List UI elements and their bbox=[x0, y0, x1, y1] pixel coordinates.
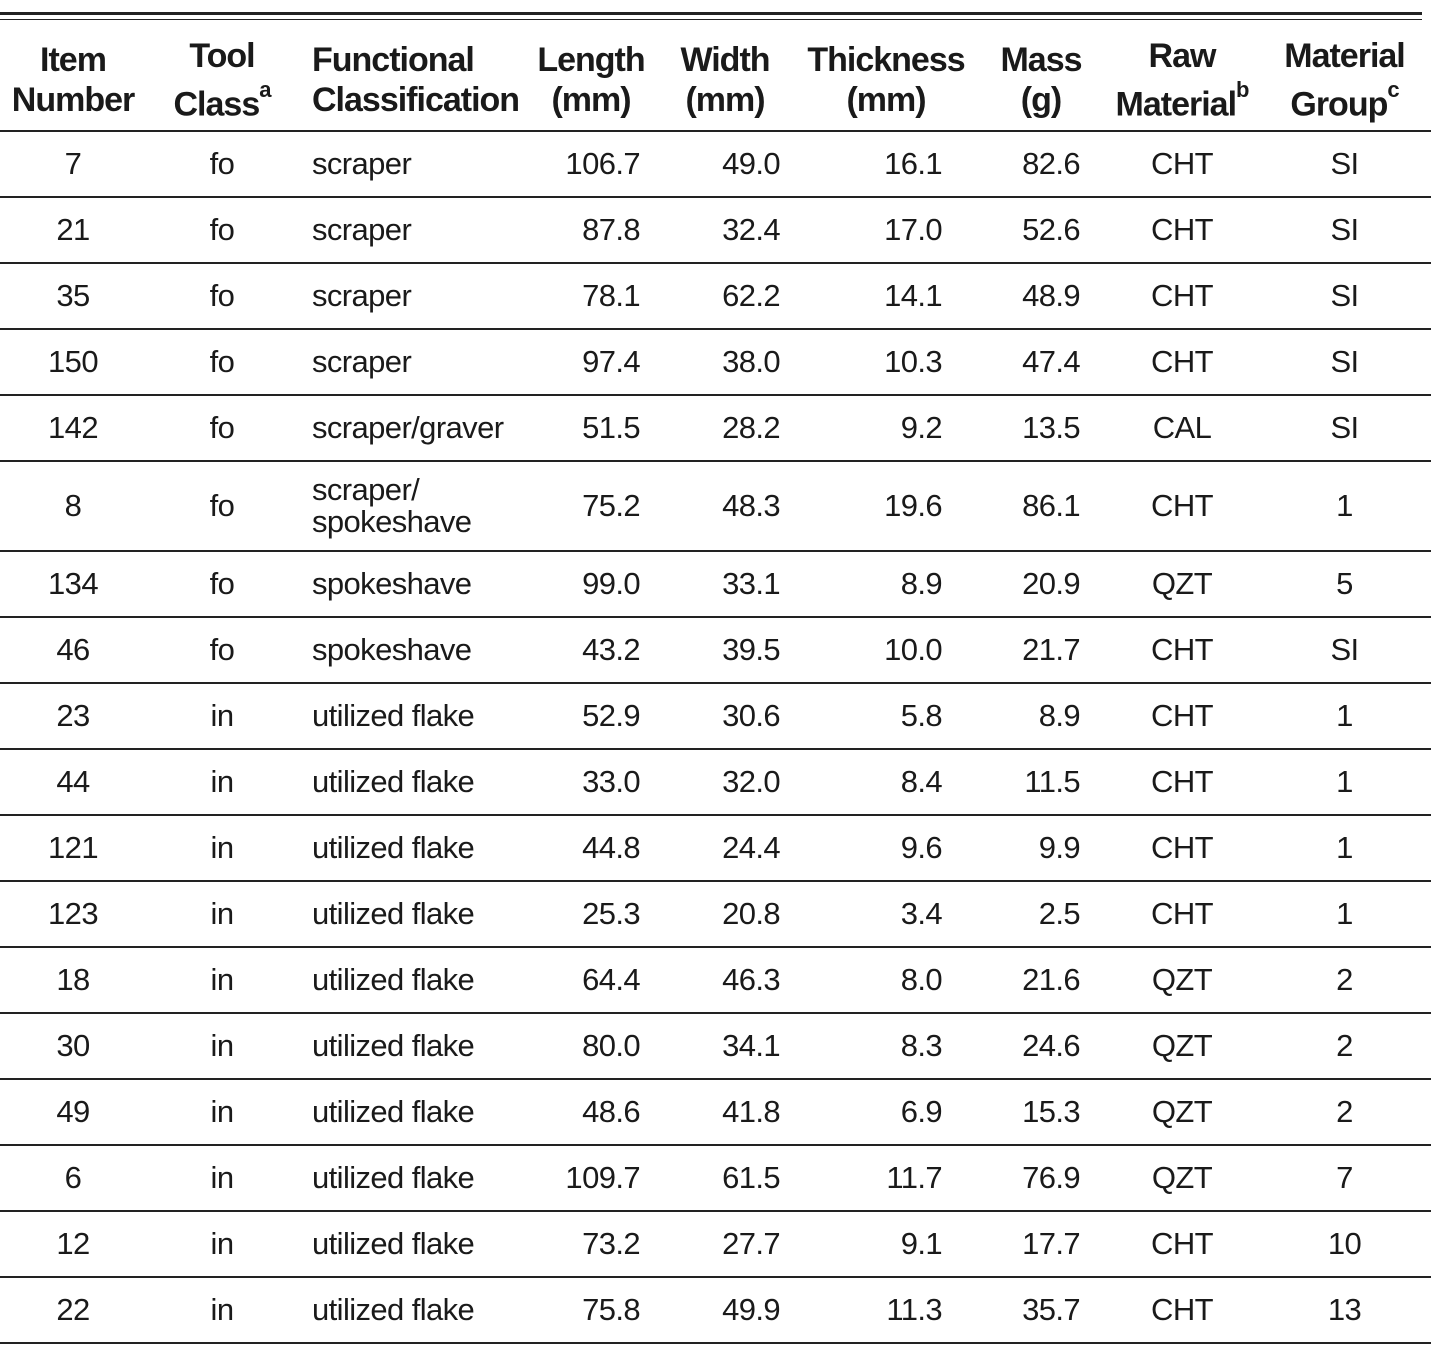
thickness-cell: 11.7 bbox=[796, 1145, 976, 1211]
raw-material-cell: CHT bbox=[1106, 263, 1258, 329]
thickness-cell: 5.8 bbox=[796, 683, 976, 749]
item-number-cell: 44 bbox=[0, 749, 146, 815]
raw-material-cell: QZT bbox=[1106, 1145, 1258, 1211]
item-number-cell: 121 bbox=[0, 815, 146, 881]
tool-class-cell: fo bbox=[146, 551, 298, 617]
tool-class-cell: fo bbox=[146, 617, 298, 683]
header-line: Item bbox=[40, 41, 106, 79]
mass-cell: 13.5 bbox=[976, 395, 1106, 461]
raw-material-cell: CHT bbox=[1106, 881, 1258, 947]
width-cell: 48.3 bbox=[654, 461, 796, 551]
functional-classification-cell: utilized flake bbox=[298, 683, 528, 749]
raw-material-cell: CHT bbox=[1106, 683, 1258, 749]
header-line bbox=[1258, 76, 1431, 124]
functional-classification-cell: scraper/ spokeshave bbox=[298, 461, 528, 551]
raw-material-cell: QZT bbox=[1106, 1079, 1258, 1145]
mass-cell: 15.3 bbox=[976, 1079, 1106, 1145]
header-line: Raw bbox=[1148, 36, 1216, 75]
mass-cell: 86.1 bbox=[976, 461, 1106, 551]
item-number-cell: 49 bbox=[0, 1079, 146, 1145]
thickness-cell: 17.0 bbox=[796, 197, 976, 263]
item-number-cell: 142 bbox=[0, 395, 146, 461]
raw-material-cell: CHT bbox=[1106, 131, 1258, 197]
functional-classification-cell: scraper bbox=[298, 329, 528, 395]
table-row bbox=[0, 1211, 1431, 1277]
header-line: Material bbox=[1284, 36, 1405, 75]
mass-cell: 9.9 bbox=[976, 815, 1106, 881]
width-cell: 20.8 bbox=[654, 881, 796, 947]
item-number-cell: 35 bbox=[0, 263, 146, 329]
functional-classification-cell: scraper bbox=[298, 263, 528, 329]
thickness-cell: 14.1 bbox=[796, 263, 976, 329]
tool-class-cell: fo bbox=[146, 131, 298, 197]
raw-material-cell: CHT bbox=[1106, 1277, 1258, 1343]
raw-material-cell: CAL bbox=[1106, 395, 1258, 461]
header-line: Mass bbox=[1000, 41, 1082, 79]
raw-material-cell: QZT bbox=[1106, 947, 1258, 1013]
header-line: Tool bbox=[189, 36, 255, 75]
header-row bbox=[0, 30, 1431, 131]
header-line bbox=[0, 80, 146, 120]
header-line bbox=[528, 80, 654, 120]
item-number-cell: 12 bbox=[0, 1211, 146, 1277]
material-group-cell: SI bbox=[1258, 617, 1431, 683]
header-text: Number bbox=[11, 81, 135, 119]
header-tool-class bbox=[146, 30, 298, 131]
thickness-cell: 8.4 bbox=[796, 749, 976, 815]
width-cell: 39.5 bbox=[654, 617, 796, 683]
table-body bbox=[0, 131, 1431, 1343]
tool-class-cell: in bbox=[146, 1013, 298, 1079]
tool-class-cell: fo bbox=[146, 461, 298, 551]
header-functional-classification bbox=[298, 30, 528, 131]
raw-material-cell: QZT bbox=[1106, 551, 1258, 617]
item-number-cell: 18 bbox=[0, 947, 146, 1013]
table-row bbox=[0, 1277, 1431, 1343]
thickness-cell: 3.4 bbox=[796, 881, 976, 947]
item-number-cell: 134 bbox=[0, 551, 146, 617]
table-row bbox=[0, 1013, 1431, 1079]
mass-cell: 35.7 bbox=[976, 1277, 1106, 1343]
width-cell: 34.1 bbox=[654, 1013, 796, 1079]
tool-class-cell: in bbox=[146, 1277, 298, 1343]
header-length bbox=[528, 30, 654, 131]
thickness-cell: 6.9 bbox=[796, 1079, 976, 1145]
table-row bbox=[0, 263, 1431, 329]
item-number-cell: 7 bbox=[0, 131, 146, 197]
length-cell: 52.9 bbox=[528, 683, 654, 749]
item-number-cell: 8 bbox=[0, 461, 146, 551]
length-cell: 33.0 bbox=[528, 749, 654, 815]
tool-class-cell: in bbox=[146, 947, 298, 1013]
item-number-cell: 6 bbox=[0, 1145, 146, 1211]
item-number-cell: 21 bbox=[0, 197, 146, 263]
table-row bbox=[0, 815, 1431, 881]
item-number-cell: 23 bbox=[0, 683, 146, 749]
tool-class-cell: in bbox=[146, 881, 298, 947]
width-cell: 27.7 bbox=[654, 1211, 796, 1277]
table-row bbox=[0, 131, 1431, 197]
thickness-cell: 9.1 bbox=[796, 1211, 976, 1277]
functional-classification-cell: utilized flake bbox=[298, 1211, 528, 1277]
raw-material-cell: CHT bbox=[1106, 617, 1258, 683]
width-cell: 30.6 bbox=[654, 683, 796, 749]
table-row bbox=[0, 395, 1431, 461]
header-line: Functional bbox=[312, 41, 474, 79]
mass-cell: 82.6 bbox=[976, 131, 1106, 197]
footnote-marker: b bbox=[1236, 76, 1249, 102]
tool-class-cell: in bbox=[146, 1079, 298, 1145]
header-line bbox=[796, 80, 976, 120]
functional-classification-cell: spokeshave bbox=[298, 617, 528, 683]
width-cell: 33.1 bbox=[654, 551, 796, 617]
thickness-cell: 8.3 bbox=[796, 1013, 976, 1079]
header-material-group bbox=[1258, 30, 1431, 131]
header-text: (mm) bbox=[551, 81, 631, 119]
header-text: Classification bbox=[312, 81, 520, 119]
length-cell: 48.6 bbox=[528, 1079, 654, 1145]
length-cell: 97.4 bbox=[528, 329, 654, 395]
footnote-marker: c bbox=[1387, 76, 1399, 102]
material-group-cell: 1 bbox=[1258, 461, 1431, 551]
length-cell: 99.0 bbox=[528, 551, 654, 617]
mass-cell: 17.7 bbox=[976, 1211, 1106, 1277]
thickness-cell: 16.1 bbox=[796, 131, 976, 197]
header-line bbox=[654, 80, 796, 120]
mass-cell: 20.9 bbox=[976, 551, 1106, 617]
table-top-rule-thin bbox=[0, 19, 1422, 20]
tool-class-cell: in bbox=[146, 749, 298, 815]
header-mass bbox=[976, 30, 1106, 131]
material-group-cell: 1 bbox=[1258, 749, 1431, 815]
length-cell: 43.2 bbox=[528, 617, 654, 683]
functional-classification-cell: utilized flake bbox=[298, 1079, 528, 1145]
table-header bbox=[0, 30, 1431, 131]
functional-classification-cell: scraper bbox=[298, 131, 528, 197]
material-group-cell: 7 bbox=[1258, 1145, 1431, 1211]
length-cell: 109.7 bbox=[528, 1145, 654, 1211]
item-number-cell: 150 bbox=[0, 329, 146, 395]
raw-material-cell: CHT bbox=[1106, 749, 1258, 815]
width-cell: 46.3 bbox=[654, 947, 796, 1013]
header-text: (mm) bbox=[685, 81, 765, 119]
header-text: Group bbox=[1290, 85, 1388, 124]
table-row bbox=[0, 947, 1431, 1013]
length-cell: 78.1 bbox=[528, 263, 654, 329]
width-cell: 62.2 bbox=[654, 263, 796, 329]
mass-cell: 47.4 bbox=[976, 329, 1106, 395]
thickness-cell: 8.9 bbox=[796, 551, 976, 617]
tool-class-cell: in bbox=[146, 1211, 298, 1277]
header-line bbox=[312, 80, 528, 120]
raw-material-cell: CHT bbox=[1106, 815, 1258, 881]
material-group-cell: 5 bbox=[1258, 551, 1431, 617]
table-row bbox=[0, 749, 1431, 815]
width-cell: 61.5 bbox=[654, 1145, 796, 1211]
length-cell: 64.4 bbox=[528, 947, 654, 1013]
table-top-rule bbox=[0, 12, 1422, 15]
material-group-cell: 13 bbox=[1258, 1277, 1431, 1343]
mass-cell: 52.6 bbox=[976, 197, 1106, 263]
length-cell: 51.5 bbox=[528, 395, 654, 461]
table-row bbox=[0, 881, 1431, 947]
width-cell: 24.4 bbox=[654, 815, 796, 881]
functional-classification-cell: utilized flake bbox=[298, 881, 528, 947]
tool-class-cell: fo bbox=[146, 395, 298, 461]
functional-classification-cell: spokeshave bbox=[298, 551, 528, 617]
tool-class-cell: in bbox=[146, 683, 298, 749]
functional-classification-cell: utilized flake bbox=[298, 1277, 528, 1343]
mass-cell: 76.9 bbox=[976, 1145, 1106, 1211]
header-raw-material bbox=[1106, 30, 1258, 131]
material-group-cell: SI bbox=[1258, 263, 1431, 329]
header-item-number bbox=[0, 30, 146, 131]
header-text: (mm) bbox=[846, 81, 926, 119]
length-cell: 44.8 bbox=[528, 815, 654, 881]
raw-material-cell: CHT bbox=[1106, 461, 1258, 551]
width-cell: 38.0 bbox=[654, 329, 796, 395]
thickness-cell: 19.6 bbox=[796, 461, 976, 551]
header-thickness bbox=[796, 30, 976, 131]
table-row bbox=[0, 1079, 1431, 1145]
functional-classification-cell: scraper bbox=[298, 197, 528, 263]
table-row bbox=[0, 617, 1431, 683]
thickness-cell: 8.0 bbox=[796, 947, 976, 1013]
tool-class-cell: in bbox=[146, 1145, 298, 1211]
mass-cell: 21.6 bbox=[976, 947, 1106, 1013]
thickness-cell: 10.0 bbox=[796, 617, 976, 683]
header-line: Length bbox=[537, 41, 645, 79]
length-cell: 106.7 bbox=[528, 131, 654, 197]
table-row bbox=[0, 1145, 1431, 1211]
artifact-table bbox=[0, 30, 1431, 1344]
width-cell: 28.2 bbox=[654, 395, 796, 461]
tool-class-cell: fo bbox=[146, 329, 298, 395]
length-cell: 87.8 bbox=[528, 197, 654, 263]
material-group-cell: 2 bbox=[1258, 1013, 1431, 1079]
thickness-cell: 9.6 bbox=[796, 815, 976, 881]
width-cell: 32.4 bbox=[654, 197, 796, 263]
functional-classification-cell: scraper/graver bbox=[298, 395, 528, 461]
header-line bbox=[146, 76, 298, 124]
length-cell: 75.8 bbox=[528, 1277, 654, 1343]
length-cell: 75.2 bbox=[528, 461, 654, 551]
material-group-cell: 10 bbox=[1258, 1211, 1431, 1277]
mass-cell: 2.5 bbox=[976, 881, 1106, 947]
table-row bbox=[0, 329, 1431, 395]
material-group-cell: 1 bbox=[1258, 683, 1431, 749]
header-text: Material bbox=[1115, 85, 1237, 124]
functional-classification-cell: utilized flake bbox=[298, 815, 528, 881]
footnote-marker: a bbox=[259, 76, 271, 102]
thickness-cell: 10.3 bbox=[796, 329, 976, 395]
raw-material-cell: CHT bbox=[1106, 329, 1258, 395]
item-number-cell: 22 bbox=[0, 1277, 146, 1343]
header-width bbox=[654, 30, 796, 131]
item-number-cell: 123 bbox=[0, 881, 146, 947]
material-group-cell: SI bbox=[1258, 197, 1431, 263]
tool-class-cell: fo bbox=[146, 263, 298, 329]
width-cell: 41.8 bbox=[654, 1079, 796, 1145]
width-cell: 49.9 bbox=[654, 1277, 796, 1343]
material-group-cell: SI bbox=[1258, 131, 1431, 197]
table-row bbox=[0, 197, 1431, 263]
length-cell: 25.3 bbox=[528, 881, 654, 947]
material-group-cell: 1 bbox=[1258, 815, 1431, 881]
material-group-cell: 2 bbox=[1258, 1079, 1431, 1145]
mass-cell: 48.9 bbox=[976, 263, 1106, 329]
width-cell: 32.0 bbox=[654, 749, 796, 815]
thickness-cell: 11.3 bbox=[796, 1277, 976, 1343]
raw-material-cell: QZT bbox=[1106, 1013, 1258, 1079]
mass-cell: 24.6 bbox=[976, 1013, 1106, 1079]
tool-class-cell: in bbox=[146, 815, 298, 881]
material-group-cell: 1 bbox=[1258, 881, 1431, 947]
functional-classification-cell: utilized flake bbox=[298, 1145, 528, 1211]
header-text: Class bbox=[173, 85, 260, 124]
functional-classification-cell: utilized flake bbox=[298, 749, 528, 815]
length-cell: 80.0 bbox=[528, 1013, 654, 1079]
material-group-cell: SI bbox=[1258, 329, 1431, 395]
table-row bbox=[0, 551, 1431, 617]
width-cell: 49.0 bbox=[654, 131, 796, 197]
material-group-cell: 2 bbox=[1258, 947, 1431, 1013]
header-text: (g) bbox=[1020, 81, 1062, 119]
tool-class-cell: fo bbox=[146, 197, 298, 263]
header-line: Thickness bbox=[807, 41, 965, 79]
item-number-cell: 46 bbox=[0, 617, 146, 683]
header-line: Width bbox=[680, 41, 770, 79]
table-row bbox=[0, 683, 1431, 749]
raw-material-cell: CHT bbox=[1106, 197, 1258, 263]
header-line bbox=[1106, 76, 1258, 124]
length-cell: 73.2 bbox=[528, 1211, 654, 1277]
item-number-cell: 30 bbox=[0, 1013, 146, 1079]
functional-classification-cell: utilized flake bbox=[298, 1013, 528, 1079]
table-row bbox=[0, 461, 1431, 551]
raw-material-cell: CHT bbox=[1106, 1211, 1258, 1277]
thickness-cell: 9.2 bbox=[796, 395, 976, 461]
mass-cell: 8.9 bbox=[976, 683, 1106, 749]
material-group-cell: SI bbox=[1258, 395, 1431, 461]
functional-classification-cell: utilized flake bbox=[298, 947, 528, 1013]
header-line bbox=[976, 80, 1106, 120]
mass-cell: 11.5 bbox=[976, 749, 1106, 815]
mass-cell: 21.7 bbox=[976, 617, 1106, 683]
